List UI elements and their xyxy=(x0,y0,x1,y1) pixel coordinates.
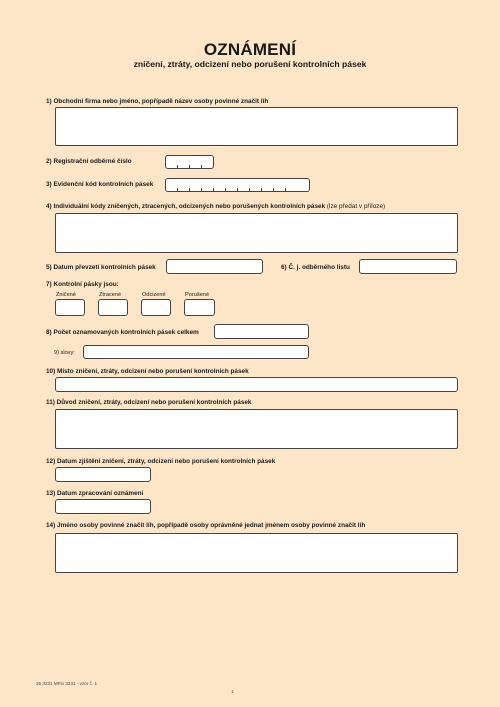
delivery-note-number-field[interactable] xyxy=(359,259,457,274)
form-title: OZNÁMENÍ xyxy=(203,40,297,59)
incident-place-field[interactable] xyxy=(55,377,458,392)
authorized-person-field[interactable] xyxy=(55,533,458,573)
field-4-label-text: 4) Individuální kódy zničených, ztracených, odcizených nebo porušených kontrolních pásek xyxy=(46,203,326,210)
option-lost-box[interactable] xyxy=(98,299,128,316)
field-10-label: 10) Místo zničení, ztráty, odcizení nebo porušení kontrolních pásek xyxy=(46,368,249,375)
field-4-label xyxy=(46,203,385,210)
tape-code-field[interactable] xyxy=(165,178,310,192)
field-7-label: 7) Kontrolní pásky jsou: xyxy=(46,281,119,288)
field-1-label: 1) Obchodní firma nebo jméno, popřípadě název osoby povinné značit líh xyxy=(46,98,269,105)
registration-number-field[interactable] xyxy=(165,155,214,169)
incident-reason-field[interactable] xyxy=(55,409,458,449)
option-damaged-box[interactable] xyxy=(184,299,215,316)
field-2-label: 2) Registrační odběrné číslo xyxy=(46,158,132,165)
processing-date-field[interactable] xyxy=(55,499,151,514)
option-stolen-box[interactable] xyxy=(141,299,171,316)
field-5-label: 5) Datum převzetí kontrolních pásek xyxy=(46,264,156,271)
option-lost-label: Ztracené xyxy=(99,292,122,298)
field-4-note: (lze předat v příloze) xyxy=(326,203,386,210)
option-destroyed-box[interactable] xyxy=(55,299,85,316)
handover-date-field[interactable] xyxy=(166,259,263,274)
field-11-label: 11) Důvod zničení, ztráty, odcizení nebo porušení kontrolních pásek xyxy=(46,399,252,406)
option-stolen-label: Odcizené xyxy=(142,292,166,298)
field-12-label: 12) Datum zjištění zničení, ztráty, odcizení nebo porušení kontrolních pásek xyxy=(46,458,276,465)
form-subtitle: zničení, ztráty, odcizení nebo porušení kontrolních pásek xyxy=(133,59,367,69)
discovery-date-field[interactable] xyxy=(55,467,151,482)
company-name-field[interactable] xyxy=(55,107,458,146)
tape-count-field[interactable] xyxy=(214,324,309,339)
option-damaged-label: Porušené xyxy=(185,292,209,298)
field-13-label: 13) Datum zpracování oznámení xyxy=(46,490,144,497)
field-3-label: 3) Evidenční kód kontrolních pásek xyxy=(46,181,154,188)
field-9-label: 9) slovy: xyxy=(54,350,75,356)
field-14-label: 14) Jméno osoby povinné značit líh, popřípadě osoby oprávněné jednat jménem osoby povinné značit líh xyxy=(46,522,366,529)
individual-codes-field[interactable] xyxy=(55,213,458,253)
count-in-words-field[interactable] xyxy=(83,345,309,359)
field-6-label: 6) Č. j. odběrného listu xyxy=(281,264,350,271)
field-8-label: 8) Počet oznamovaných kontrolních pásek celkem xyxy=(46,329,199,336)
option-destroyed-label: Zničené xyxy=(56,292,76,298)
form-code: 25 3231 MFin 3231 - vzor č. 1 xyxy=(36,681,98,686)
page-number: 1 xyxy=(231,689,234,694)
